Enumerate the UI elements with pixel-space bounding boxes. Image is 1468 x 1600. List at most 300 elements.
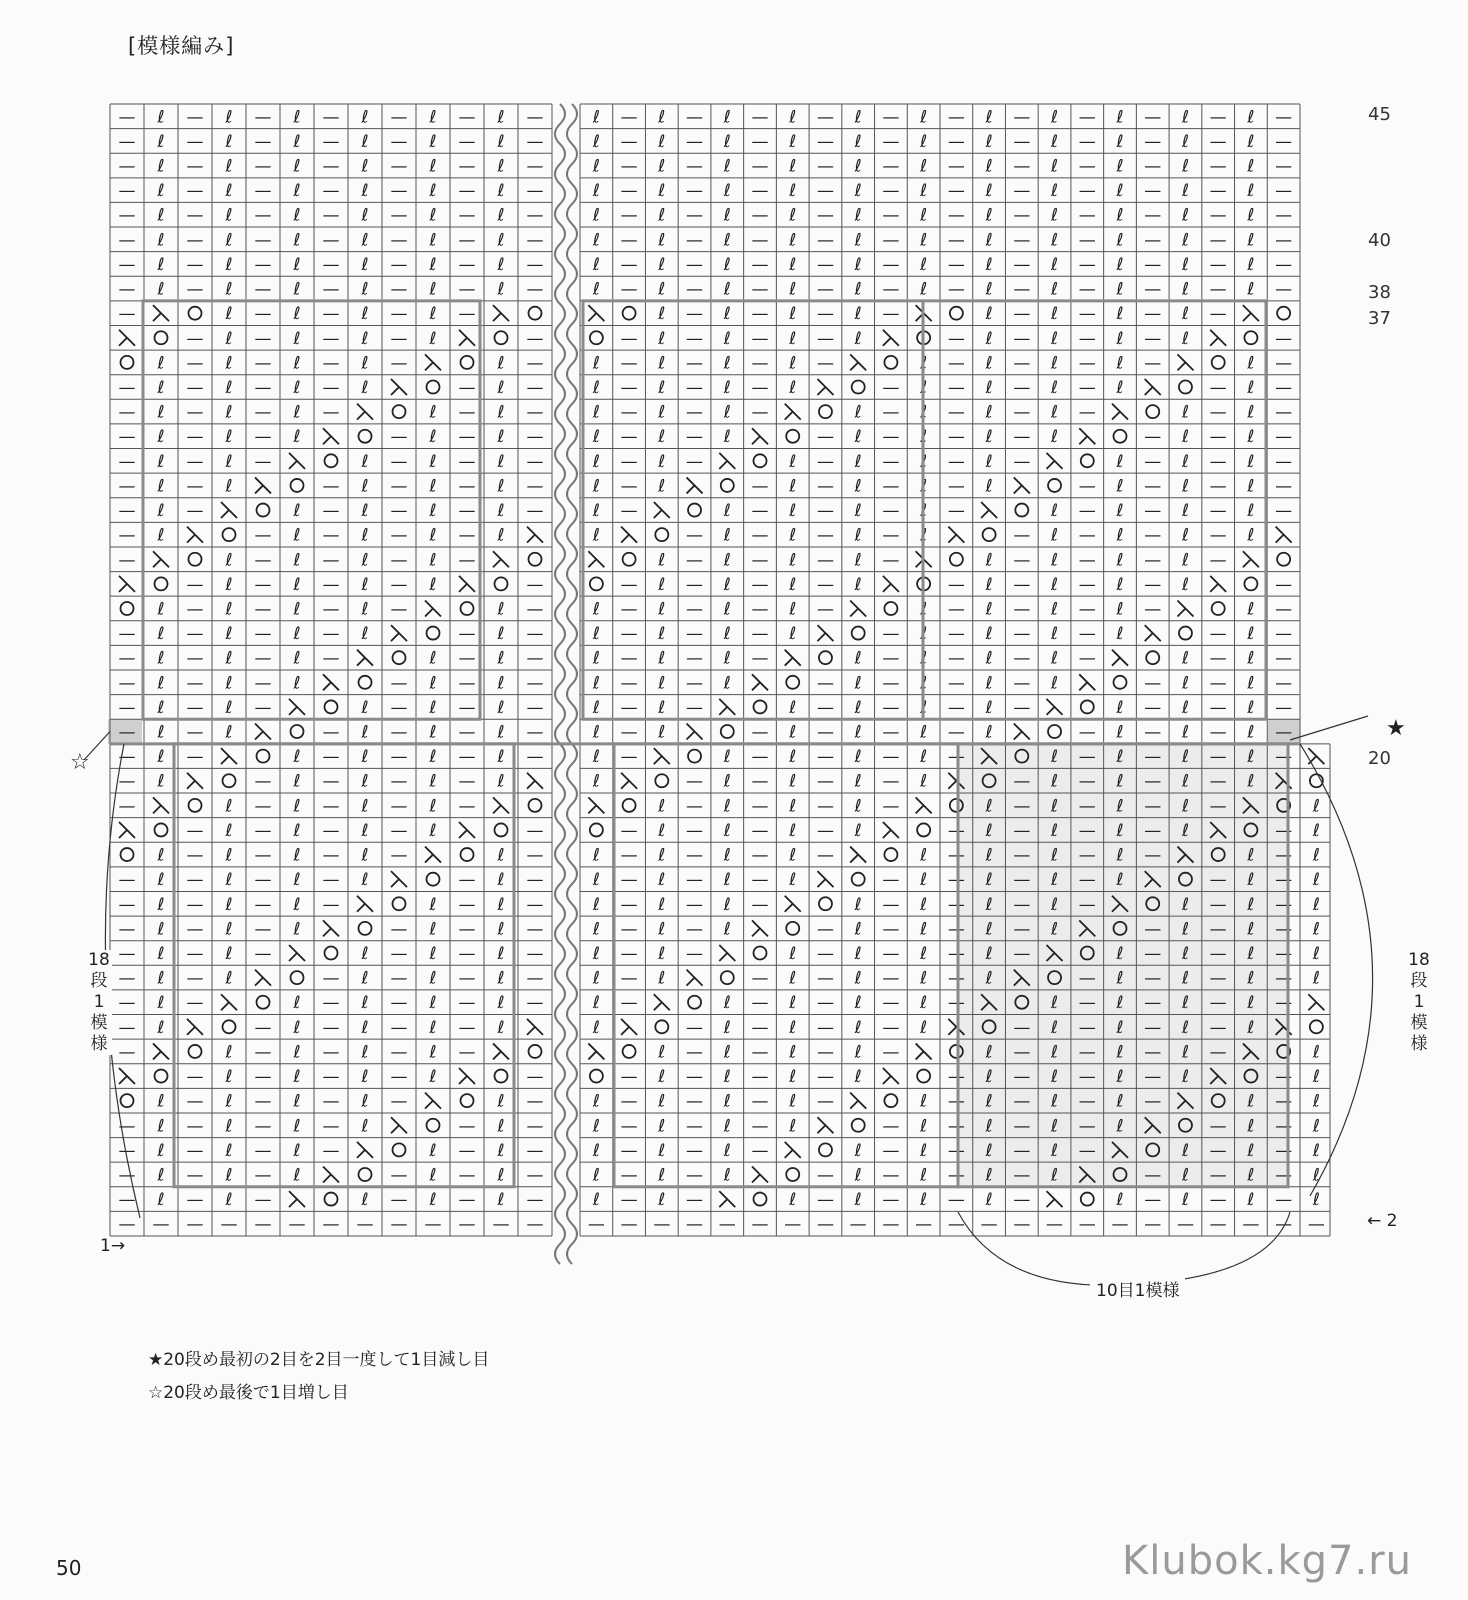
row-number-45: 45: [1368, 104, 1391, 125]
stitch-symbol: ℓ: [1247, 894, 1255, 915]
stitch-symbol: [590, 331, 603, 344]
stitch-symbol: ℓ: [854, 476, 862, 497]
stitch-symbol: —: [686, 845, 704, 866]
stitch-symbol: —: [1078, 1042, 1096, 1063]
stitch-symbol: ℓ: [1051, 648, 1059, 669]
stitch-symbol: —: [751, 353, 769, 374]
stitch-symbol: —: [118, 944, 136, 964]
stitch-symbol: —: [947, 993, 965, 1014]
stitch-symbol: —: [620, 1165, 638, 1186]
stitch-symbol: —: [1209, 107, 1227, 128]
stitch-symbol: —: [1275, 993, 1293, 1014]
stitch-symbol: ℓ: [1116, 845, 1124, 866]
stitch-symbol: —: [882, 1116, 900, 1137]
stitch-symbol: [819, 651, 832, 664]
stitch-symbol: [221, 994, 237, 1010]
stitch-symbol: ℓ: [592, 771, 600, 792]
stitch-symbol: ℓ: [429, 476, 437, 497]
stitch-symbol: —: [186, 968, 204, 989]
stitch-symbol: ℓ: [1116, 574, 1124, 595]
stitch-symbol: ℓ: [225, 254, 233, 275]
stitch-symbol: —: [1013, 624, 1031, 645]
stitch-symbol: [189, 553, 202, 566]
stitch-symbol: ℓ: [361, 1190, 369, 1211]
stitch-symbol: —: [686, 279, 704, 300]
stitch-symbol: —: [947, 107, 965, 128]
stitch-symbol: [590, 823, 603, 836]
stitch-symbol: —: [947, 402, 965, 423]
stitch-symbol: —: [526, 722, 544, 743]
stitch-symbol: —: [390, 1091, 408, 1112]
stitch-symbol: ℓ: [361, 944, 369, 964]
stitch-symbol: —: [1013, 378, 1031, 398]
watermark: Klubok.kg7.ru: [1122, 1538, 1412, 1584]
stitch-symbol: ℓ: [1181, 1165, 1189, 1186]
stitch-symbol: —: [947, 722, 965, 743]
stitch-symbol: ℓ: [920, 747, 928, 768]
stitch-symbol: ℓ: [985, 328, 993, 349]
stitch-symbol: —: [1078, 1214, 1096, 1235]
stitch-symbol: [1177, 354, 1193, 370]
stitch-symbol: —: [751, 747, 769, 768]
stitch-symbol: [495, 823, 508, 836]
stitch-symbol: ℓ: [592, 1165, 600, 1186]
stitch-symbol: ℓ: [723, 771, 731, 792]
stitch-symbol: —: [1078, 525, 1096, 546]
stitch-symbol: —: [620, 820, 638, 841]
stitch-symbol: [1308, 994, 1324, 1010]
stitch-symbol: ℓ: [157, 1165, 165, 1186]
stitch-symbol: ℓ: [293, 378, 301, 398]
stitch-symbol: ℓ: [1312, 1190, 1320, 1211]
stitch-symbol: ℓ: [429, 1067, 437, 1088]
stitch-symbol: —: [118, 501, 136, 522]
stitch-symbol: ℓ: [429, 451, 437, 472]
stitch-symbol: ℓ: [985, 304, 993, 325]
stitch-symbol: ℓ: [293, 131, 301, 152]
stitch-symbol: ℓ: [985, 205, 993, 226]
stitch-symbol: —: [1209, 673, 1227, 694]
stitch-symbol: —: [254, 525, 272, 546]
stitch-symbol: —: [882, 550, 900, 571]
stitch-symbol: [289, 1191, 305, 1207]
stitch-symbol: ℓ: [157, 747, 165, 768]
stitch-symbol: —: [686, 1042, 704, 1063]
stitch-symbol: ℓ: [361, 1091, 369, 1112]
stitch-symbol: —: [620, 476, 638, 497]
stitch-symbol: —: [620, 574, 638, 595]
stitch-symbol: ℓ: [157, 944, 165, 964]
stitch-symbol: —: [947, 451, 965, 472]
stitch-symbol: —: [390, 968, 408, 989]
stitch-symbol: ℓ: [225, 624, 233, 645]
stitch-symbol: ℓ: [293, 107, 301, 128]
stitch-symbol: [1212, 356, 1225, 369]
stitch-symbol: ℓ: [1247, 747, 1255, 768]
stitch-symbol: [1079, 674, 1095, 690]
stitch-symbol: —: [620, 919, 638, 940]
stitch-symbol: —: [816, 230, 834, 251]
stitch-symbol: —: [458, 131, 476, 152]
stitch-symbol: ℓ: [1312, 1042, 1320, 1063]
stitch-symbol: [529, 307, 542, 320]
stitch-symbol: —: [1078, 1091, 1096, 1112]
right-row-repeat-label: 18 段 1 模 様: [1406, 950, 1432, 1055]
stitch-symbol: —: [1275, 624, 1293, 645]
stitch-symbol: [754, 700, 767, 713]
stitch-symbol: ℓ: [225, 1067, 233, 1088]
stitch-symbol: —: [1209, 378, 1227, 398]
stitch-symbol: —: [1209, 1042, 1227, 1063]
stitch-symbol: —: [947, 944, 965, 964]
stitch-symbol: [359, 922, 372, 935]
stitch-symbol: ℓ: [1181, 1140, 1189, 1161]
stitch-symbol: —: [1144, 845, 1162, 866]
stitch-symbol: ℓ: [429, 501, 437, 522]
stitch-symbol: —: [1013, 131, 1031, 152]
stitch-symbol: [1079, 428, 1095, 444]
stitch-symbol: ℓ: [723, 993, 731, 1014]
stitch-symbol: ℓ: [497, 1116, 505, 1137]
stitch-symbol: ℓ: [293, 254, 301, 275]
stitch-symbol: —: [816, 501, 834, 522]
stitch-symbol: ℓ: [985, 1042, 993, 1063]
stitch-symbol: —: [526, 131, 544, 152]
stitch-symbol: [255, 970, 271, 986]
stitch-symbol: —: [1275, 378, 1293, 398]
stitch-symbol: ℓ: [592, 870, 600, 891]
stitch-symbol: —: [254, 697, 272, 718]
stitch-symbol: —: [458, 796, 476, 817]
stitch-symbol: —: [751, 328, 769, 349]
stitch-symbol: —: [1275, 894, 1293, 915]
stitch-symbol: ℓ: [658, 648, 666, 669]
stitch-symbol: —: [947, 599, 965, 620]
stitch-symbol: ℓ: [225, 451, 233, 472]
stitch-symbol: [1048, 725, 1061, 738]
stitch-symbol: —: [816, 427, 834, 448]
stitch-symbol: ℓ: [361, 205, 369, 226]
stitch-symbol: —: [1013, 205, 1031, 226]
stitch-symbol: —: [390, 181, 408, 202]
stitch-symbol: ℓ: [592, 673, 600, 694]
stitch-symbol: —: [288, 1214, 306, 1235]
stitch-symbol: ℓ: [361, 599, 369, 620]
stitch-symbol: ℓ: [157, 894, 165, 915]
stitch-symbol: —: [186, 624, 204, 645]
stitch-symbol: —: [390, 993, 408, 1014]
stitch-symbol: —: [118, 476, 136, 497]
stitch-symbol: [393, 897, 406, 910]
stitch-symbol: ℓ: [658, 107, 666, 128]
stitch-symbol: [1047, 453, 1063, 469]
stitch-symbol: ℓ: [985, 353, 993, 374]
stitch-symbol: [121, 602, 134, 615]
stitch-symbol: [323, 428, 339, 444]
stitch-symbol: —: [686, 378, 704, 398]
stitch-symbol: ℓ: [225, 894, 233, 915]
stitch-symbol: ℓ: [1247, 501, 1255, 522]
stitch-symbol: ℓ: [658, 378, 666, 398]
stitch-symbol: —: [1013, 427, 1031, 448]
stitch-symbol: ℓ: [1116, 451, 1124, 472]
stitch-symbol: —: [1013, 599, 1031, 620]
stitch-symbol: —: [322, 1116, 340, 1137]
stitch-symbol: —: [686, 648, 704, 669]
stitch-symbol: ℓ: [985, 550, 993, 571]
stitch-symbol: —: [254, 599, 272, 620]
stitch-symbol: ℓ: [429, 1042, 437, 1063]
stitch-symbol: —: [1078, 648, 1096, 669]
stitch-symbol: —: [254, 230, 272, 251]
stitch-symbol: —: [322, 131, 340, 152]
stitch-symbol: —: [620, 968, 638, 989]
stitch-symbol: —: [1013, 230, 1031, 251]
stitch-symbol: ℓ: [789, 156, 797, 177]
stitch-symbol: —: [1013, 254, 1031, 275]
stitch-symbol: —: [1144, 820, 1162, 841]
stitch-symbol: [153, 1043, 169, 1059]
stitch-symbol: —: [947, 919, 965, 940]
stitch-symbol: —: [322, 820, 340, 841]
stitch-symbol: —: [1144, 107, 1162, 128]
stitch-symbol: —: [526, 993, 544, 1014]
stitch-symbol: —: [620, 993, 638, 1014]
stitch-symbol: —: [186, 205, 204, 226]
stitch-symbol: —: [526, 1091, 544, 1112]
stitch-symbol: [654, 748, 670, 764]
stitch-symbol: [255, 477, 271, 493]
stitch-symbol: ℓ: [225, 1116, 233, 1137]
stitch-symbol: —: [186, 648, 204, 669]
stitch-symbol: —: [254, 1017, 272, 1038]
stitch-symbol: ℓ: [658, 796, 666, 817]
stitch-symbol: [719, 453, 735, 469]
stitch-symbol: [719, 945, 735, 961]
stitch-symbol: —: [322, 1091, 340, 1112]
stitch-symbol: —: [947, 673, 965, 694]
stitch-symbol: ℓ: [1312, 845, 1320, 866]
stitch-symbol: [916, 797, 932, 813]
stitch-symbol: —: [1013, 1140, 1031, 1161]
stitch-symbol: —: [947, 1214, 965, 1235]
stitch-symbol: ℓ: [1116, 993, 1124, 1014]
stitch-symbol: —: [1078, 205, 1096, 226]
stitch-symbol: —: [118, 993, 136, 1014]
stitch-symbol: [427, 873, 440, 886]
stitch-symbol: —: [254, 845, 272, 866]
stitch-symbol: ℓ: [658, 550, 666, 571]
stitch-symbol: —: [186, 1214, 204, 1235]
stitch-symbol: [393, 651, 406, 664]
stitch-symbol: —: [1078, 131, 1096, 152]
stitch-symbol: ℓ: [723, 919, 731, 940]
stitch-symbol: —: [686, 820, 704, 841]
stitch-symbol: —: [882, 181, 900, 202]
stitch-symbol: —: [1078, 747, 1096, 768]
stitch-symbol: ℓ: [1181, 1042, 1189, 1063]
stitch-symbol: ℓ: [1051, 1042, 1059, 1063]
stitch-symbol: [1081, 454, 1094, 467]
stitch-symbol: [189, 799, 202, 812]
stitch-symbol: —: [390, 525, 408, 546]
stitch-symbol: —: [458, 254, 476, 275]
stitch-symbol: [1177, 600, 1193, 616]
stitch-symbol: —: [254, 1190, 272, 1211]
stitch-symbol: [155, 331, 168, 344]
stitch-symbol: ℓ: [658, 1190, 666, 1211]
stitch-symbol: ℓ: [1116, 771, 1124, 792]
stitch-symbol: ℓ: [157, 451, 165, 472]
stitch-symbol: —: [620, 230, 638, 251]
stitch-symbol: ℓ: [1181, 993, 1189, 1014]
stitch-symbol: [1114, 430, 1127, 443]
stitch-symbol: —: [620, 673, 638, 694]
stitch-symbol: ℓ: [920, 993, 928, 1014]
stitch-symbol: ℓ: [658, 1091, 666, 1112]
stitch-symbol: ℓ: [1116, 796, 1124, 817]
stitch-symbol: ℓ: [361, 378, 369, 398]
stitch-symbol: —: [118, 747, 136, 768]
stitch-symbol: ℓ: [723, 1140, 731, 1161]
stitch-symbol: ℓ: [920, 1190, 928, 1211]
stitch-symbol: [119, 1068, 135, 1084]
row-number-40: 40: [1368, 230, 1391, 251]
stitch-symbol: —: [1013, 181, 1031, 202]
stitch-symbol: ℓ: [361, 230, 369, 251]
stitch-symbol: [884, 356, 897, 369]
stitch-symbol: —: [526, 230, 544, 251]
stitch-symbol: [1210, 576, 1226, 592]
stitch-symbol: ℓ: [920, 181, 928, 202]
stitch-symbol: —: [118, 402, 136, 423]
stitch-symbol: [850, 600, 866, 616]
stitch-symbol: [359, 430, 372, 443]
stitch-symbol: ℓ: [592, 107, 600, 128]
stitch-symbol: ℓ: [293, 156, 301, 177]
stitch-symbol: —: [458, 1042, 476, 1063]
stitch-symbol: —: [1144, 525, 1162, 546]
stitch-symbol: [884, 848, 897, 861]
stitch-symbol: —: [1209, 1190, 1227, 1211]
stitch-symbol: [1047, 1191, 1063, 1207]
stitch-symbol: ℓ: [1247, 230, 1255, 251]
stitch-symbol: —: [1144, 673, 1162, 694]
stitch-symbol: —: [526, 1190, 544, 1211]
stitch-symbol: —: [1078, 1067, 1096, 1088]
stitch-symbol: —: [458, 993, 476, 1014]
stitch-symbol: —: [882, 501, 900, 522]
stitch-symbol: —: [254, 1165, 272, 1186]
stitch-symbol: [819, 405, 832, 418]
stitch-symbol: [884, 602, 897, 615]
stitch-symbol: ℓ: [1051, 796, 1059, 817]
stitch-symbol: ℓ: [361, 328, 369, 349]
stitch-symbol: —: [322, 845, 340, 866]
stitch-symbol: ℓ: [497, 402, 505, 423]
stitch-symbol: [1047, 699, 1063, 715]
stitch-symbol: —: [458, 1214, 476, 1235]
stitch-symbol: ℓ: [1312, 1067, 1320, 1088]
stitch-symbol: ℓ: [592, 402, 600, 423]
stitch-symbol: —: [947, 968, 965, 989]
stitch-symbol: —: [1144, 944, 1162, 964]
stitch-symbol: ℓ: [1181, 796, 1189, 817]
stitch-symbol: ℓ: [361, 156, 369, 177]
stitch-symbol: —: [254, 205, 272, 226]
stitch-symbol: —: [1144, 1042, 1162, 1063]
stitch-symbol: —: [526, 1116, 544, 1137]
stitch-symbol: —: [1144, 1165, 1162, 1186]
stitch-symbol: [359, 676, 372, 689]
stitch-symbol: —: [1275, 673, 1293, 694]
stitch-symbol: ℓ: [293, 574, 301, 595]
stitch-symbol: ℓ: [1051, 1140, 1059, 1161]
stitch-symbol: ℓ: [854, 328, 862, 349]
stitch-symbol: [1145, 625, 1161, 641]
stitch-symbol: ℓ: [1247, 205, 1255, 226]
stitch-symbol: ℓ: [920, 697, 928, 718]
stitch-symbol: [291, 725, 304, 738]
stitch-symbol: ℓ: [1051, 230, 1059, 251]
stitch-symbol: [461, 1094, 474, 1107]
stitch-symbol: —: [254, 550, 272, 571]
stitch-symbol: ℓ: [920, 427, 928, 448]
stitch-symbol: ℓ: [497, 476, 505, 497]
stitch-symbol: ℓ: [723, 328, 731, 349]
stitch-symbol: ℓ: [854, 451, 862, 472]
stitch-symbol: ℓ: [225, 279, 233, 300]
stitch-symbol: —: [526, 944, 544, 964]
stitch-symbol: ℓ: [1247, 402, 1255, 423]
stitch-symbol: ℓ: [1051, 525, 1059, 546]
stitch-symbol: —: [882, 919, 900, 940]
stitch-symbol: ℓ: [361, 968, 369, 989]
stitch-symbol: —: [1209, 722, 1227, 743]
stitch-symbol: ℓ: [1247, 673, 1255, 694]
stitch-symbol: —: [186, 254, 204, 275]
stitch-symbol: [588, 1043, 604, 1059]
stitch-symbol: —: [118, 525, 136, 546]
stitch-symbol: —: [1209, 1116, 1227, 1137]
stitch-symbol: ℓ: [225, 205, 233, 226]
stitch-symbol: —: [1209, 894, 1227, 915]
stitch-symbol: [393, 1143, 406, 1156]
stitch-symbol: [527, 1019, 543, 1035]
stitch-symbol: —: [186, 378, 204, 398]
stitch-symbol: —: [1078, 574, 1096, 595]
stitch-symbol: ℓ: [592, 993, 600, 1014]
stitch-symbol: —: [882, 1214, 900, 1235]
stitch-symbol: —: [882, 254, 900, 275]
stitch-symbol: [786, 676, 799, 689]
stitch-symbol: —: [620, 378, 638, 398]
stitch-symbol: [325, 1193, 338, 1206]
stitch-symbol: ℓ: [658, 599, 666, 620]
stitch-symbol: —: [1275, 944, 1293, 964]
stitch-symbol: ℓ: [592, 599, 600, 620]
stitch-symbol: ℓ: [361, 722, 369, 743]
stitch-symbol: —: [390, 722, 408, 743]
stitch-symbol: —: [390, 845, 408, 866]
stitch-symbol: ℓ: [723, 747, 731, 768]
stitch-symbol: ℓ: [429, 747, 437, 768]
stitch-symbol: —: [526, 697, 544, 718]
stitch-symbol: —: [254, 648, 272, 669]
stitch-symbol: ℓ: [1051, 599, 1059, 620]
stitch-symbol: —: [1144, 1017, 1162, 1038]
stitch-symbol: ℓ: [429, 525, 437, 546]
